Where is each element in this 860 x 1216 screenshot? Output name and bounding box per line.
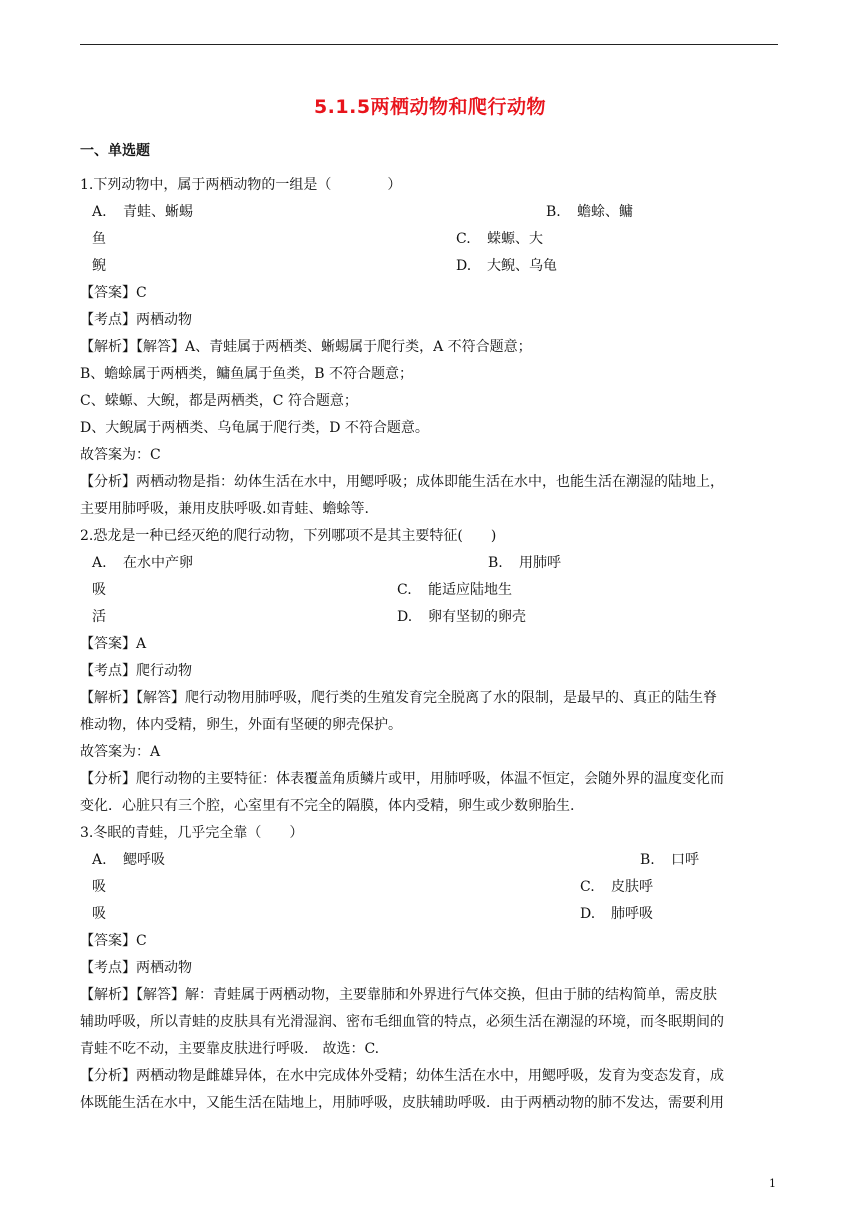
option-key: D. [580,906,596,922]
q2-option-c [397,580,512,600]
q1-conclusion: 故答案为：C [80,447,161,463]
q1-option-b [546,202,633,222]
q1-fenxi-2: 主要用肺呼吸，兼用皮肤呼吸.如青蛙、蟾蜍等. [80,501,369,517]
q3-option-a [92,850,165,870]
q3-option-d [580,904,653,924]
page-number: 1 [769,1177,776,1190]
q2-answer: 【答案】A [80,636,147,652]
q1-point: 【考点】两栖动物 [80,312,192,328]
q1-analysis-2: B、蟾蜍属于两栖类，鳙鱼属于鱼类，B 不符合题意； [80,366,414,382]
q2-option-b [488,553,561,573]
option-key: A. [92,555,107,571]
section-heading: 一、单选题 [80,143,150,159]
q2-analysis-1: 【解析】【解答】爬行动物用肺呼吸，爬行类的生殖发育完全脱离了水的限制，是最早的、真正的陆生脊 [80,690,717,706]
document-title: 5.1.5两栖动物和爬行动物 [313,96,547,118]
q3-point: 【考点】两栖动物 [80,960,192,976]
q1-analysis-4: D、大鲵属于两栖类、乌龟属于爬行类，D 不符合题意。 [80,420,429,436]
option-text: 卵有坚韧的卵壳 [428,609,526,625]
option-key: A. [92,204,107,220]
option-key: C. [580,879,595,895]
option-key: D. [456,258,472,274]
option-key: C. [456,231,471,247]
option-text: 用肺呼 [519,555,561,571]
option-text: 皮肤呼 [611,879,653,895]
option-text: 青蛙、蜥蜴 [123,204,193,220]
q3-analysis-1: 【解析】【解答】解：青蛙属于两栖动物，主要靠肺和外界进行气体交换，但由于肺的结构简单，需皮肤 [80,987,717,1003]
q2-fenxi-2: 变化．心脏只有三个腔，心室里有不完全的隔膜，体内受精，卵生或少数卵胎生. [80,798,575,814]
option-text: 能适应陆地生 [428,582,512,598]
q3-analysis-2: 辅助呼吸，所以青蛙的皮肤具有光滑湿润、密布毛细血管的特点，必须生活在潮湿的环境，而冬眠期间的 [80,1014,724,1030]
option-text: 口呼 [671,852,699,868]
option-text: 蟾蜍、鳙 [577,204,633,220]
q3-answer: 【答案】C [80,933,147,949]
option-key: B. [488,555,503,571]
q1-analysis-1: 【解析】【解答】A、青蛙属于两栖类、蜥蜴属于爬行类，A 不符合题意； [80,339,532,355]
q1-analysis-3: C、蝾螈、大鲵，都是两栖类，C 符合题意； [80,393,358,409]
option-text: 蝾螈、大 [487,231,543,247]
option-key: A. [92,852,107,868]
option-text: 鳃呼吸 [123,852,165,868]
option-text: 大鲵、乌龟 [487,258,557,274]
q3-option-b-wrap: 吸 [92,879,106,895]
q1-answer: 【答案】C [80,285,147,301]
q2-conclusion: 故答案为：A [80,744,161,760]
option-key: D. [397,609,413,625]
q2-option-b-wrap: 吸 [92,582,106,598]
q1-option-a [92,202,193,222]
q2-analysis-2: 椎动物，体内受精，卵生，外面有坚硬的卵壳保护。 [80,717,402,733]
q1-option-c-wrap: 鲵 [92,258,106,274]
option-text: 肺呼吸 [611,906,653,922]
q3-option-b [640,850,699,870]
option-key: C. [397,582,412,598]
q3-fenxi-2: 体既能生活在水中，又能生活在陆地上，用肺呼吸，皮肤辅助呼吸．由于两栖动物的肺不发达，需要利用 [80,1095,724,1111]
q2-fenxi-1: 【分析】爬行动物的主要特征：体表覆盖角质鳞片或甲，用肺呼吸，体温不恒定，会随外界的温度变化而 [80,771,724,787]
q2-option-c-wrap: 活 [92,609,106,625]
q3-option-c [580,877,653,897]
option-key: B. [640,852,655,868]
q1-option-c [456,229,543,249]
q3-option-c-wrap: 吸 [92,906,106,922]
q2-point: 【考点】爬行动物 [80,663,192,679]
header-rule [80,44,778,45]
q3-fenxi-1: 【分析】两栖动物是雌雄异体，在水中完成体外受精；幼体生活在水中，用鳃呼吸，发育为变态发育，成 [80,1068,724,1084]
q1-option-b-wrap: 鱼 [92,231,106,247]
q2-option-a [92,553,193,573]
option-key: B. [546,204,561,220]
q3-stem: 3.冬眠的青蛙，几乎完全靠（ ） [80,825,304,841]
q1-fenxi-1: 【分析】两栖动物是指：幼体生活在水中，用鳃呼吸；成体即能生活在水中，也能生活在潮湿的陆地上， [80,474,724,490]
q1-stem: 1.下列动物中，属于两栖动物的一组是（ ） [80,177,402,193]
q2-option-d [397,607,526,627]
q1-option-d [456,256,557,276]
option-text: 在水中产卵 [123,555,193,571]
q2-stem: 2.恐龙是一种已经灭绝的爬行动物，下列哪项不是其主要特征( ) [80,528,497,544]
q3-analysis-3: 青蛙不吃不动，主要靠皮肤进行呼吸. 故选：C. [80,1041,380,1057]
